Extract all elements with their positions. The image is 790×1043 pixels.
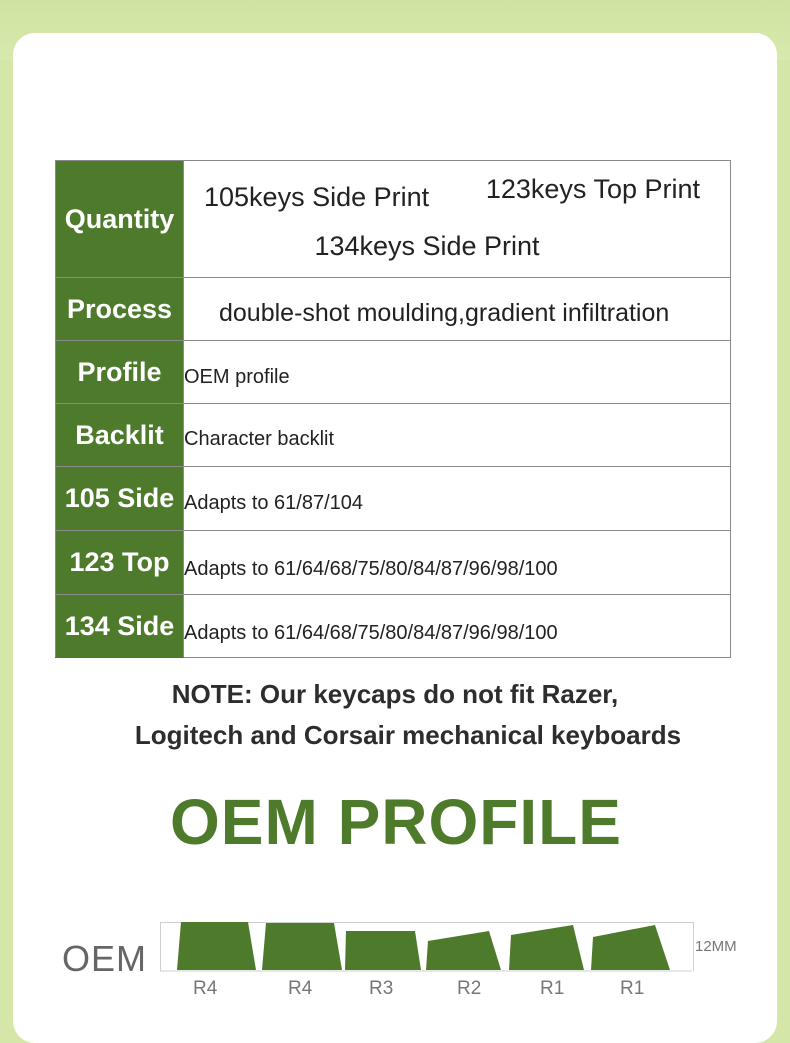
spec-row (56, 531, 731, 595)
quantity-option-123: 123keys Top Print (485, 174, 700, 204)
spec-value: Character backlit (184, 404, 731, 467)
spec-label: 134 Side (56, 595, 184, 658)
row-label: R1 (540, 978, 565, 999)
row-label: R4 (193, 978, 218, 999)
key-profile-r2 (426, 931, 501, 970)
spec-value: OEM profile (184, 341, 731, 404)
oem-profile-title: OEM PROFILE (170, 786, 622, 858)
note-line-2: Logitech and Corsair mechanical keyboards (134, 720, 682, 750)
profile-diagram (160, 915, 692, 973)
spec-value: double-shot moulding,gradient infiltration (184, 278, 731, 341)
key-profile-r3 (345, 931, 421, 970)
note-line-1: NOTE: Our keycaps do not fit Razer, (171, 679, 619, 709)
spec-row (56, 595, 731, 658)
compatibility-note (0, 674, 790, 756)
spec-label: Process (56, 278, 184, 341)
spec-value: Adapts to 61/64/68/75/80/84/87/96/98/100 (184, 531, 731, 595)
spec-label-quantity: Quantity (56, 161, 184, 278)
spec-row (56, 467, 731, 531)
quantity-option-105: 105keys Side Print (204, 182, 430, 212)
spec-row (56, 404, 731, 467)
spec-table (55, 160, 731, 658)
spec-row (56, 341, 731, 404)
spec-label: Backlit (56, 404, 184, 467)
row-label: R1 (620, 978, 645, 999)
spec-label: 105 Side (56, 467, 184, 531)
height-label: 12MM (695, 938, 737, 955)
row-label: R3 (369, 978, 394, 999)
spec-row (56, 278, 731, 341)
quantity-option-134: 134keys Side Print (314, 231, 540, 261)
spec-label: Profile (56, 341, 184, 404)
spec-label: 123 Top (56, 531, 184, 595)
spec-value-quantity (184, 161, 731, 278)
key-profile-r4 (262, 923, 342, 970)
key-profile-r4 (177, 922, 256, 970)
row-label: R4 (288, 978, 313, 999)
spec-value: Adapts to 61/64/68/75/80/84/87/96/98/100 (184, 595, 731, 658)
spec-value: Adapts to 61/87/104 (184, 467, 731, 531)
key-profile-r1 (591, 925, 670, 970)
oem-side-label: OEM (62, 938, 148, 979)
key-profile-r1 (509, 925, 584, 970)
row-label: R2 (457, 978, 482, 999)
spec-row-quantity (56, 161, 731, 278)
